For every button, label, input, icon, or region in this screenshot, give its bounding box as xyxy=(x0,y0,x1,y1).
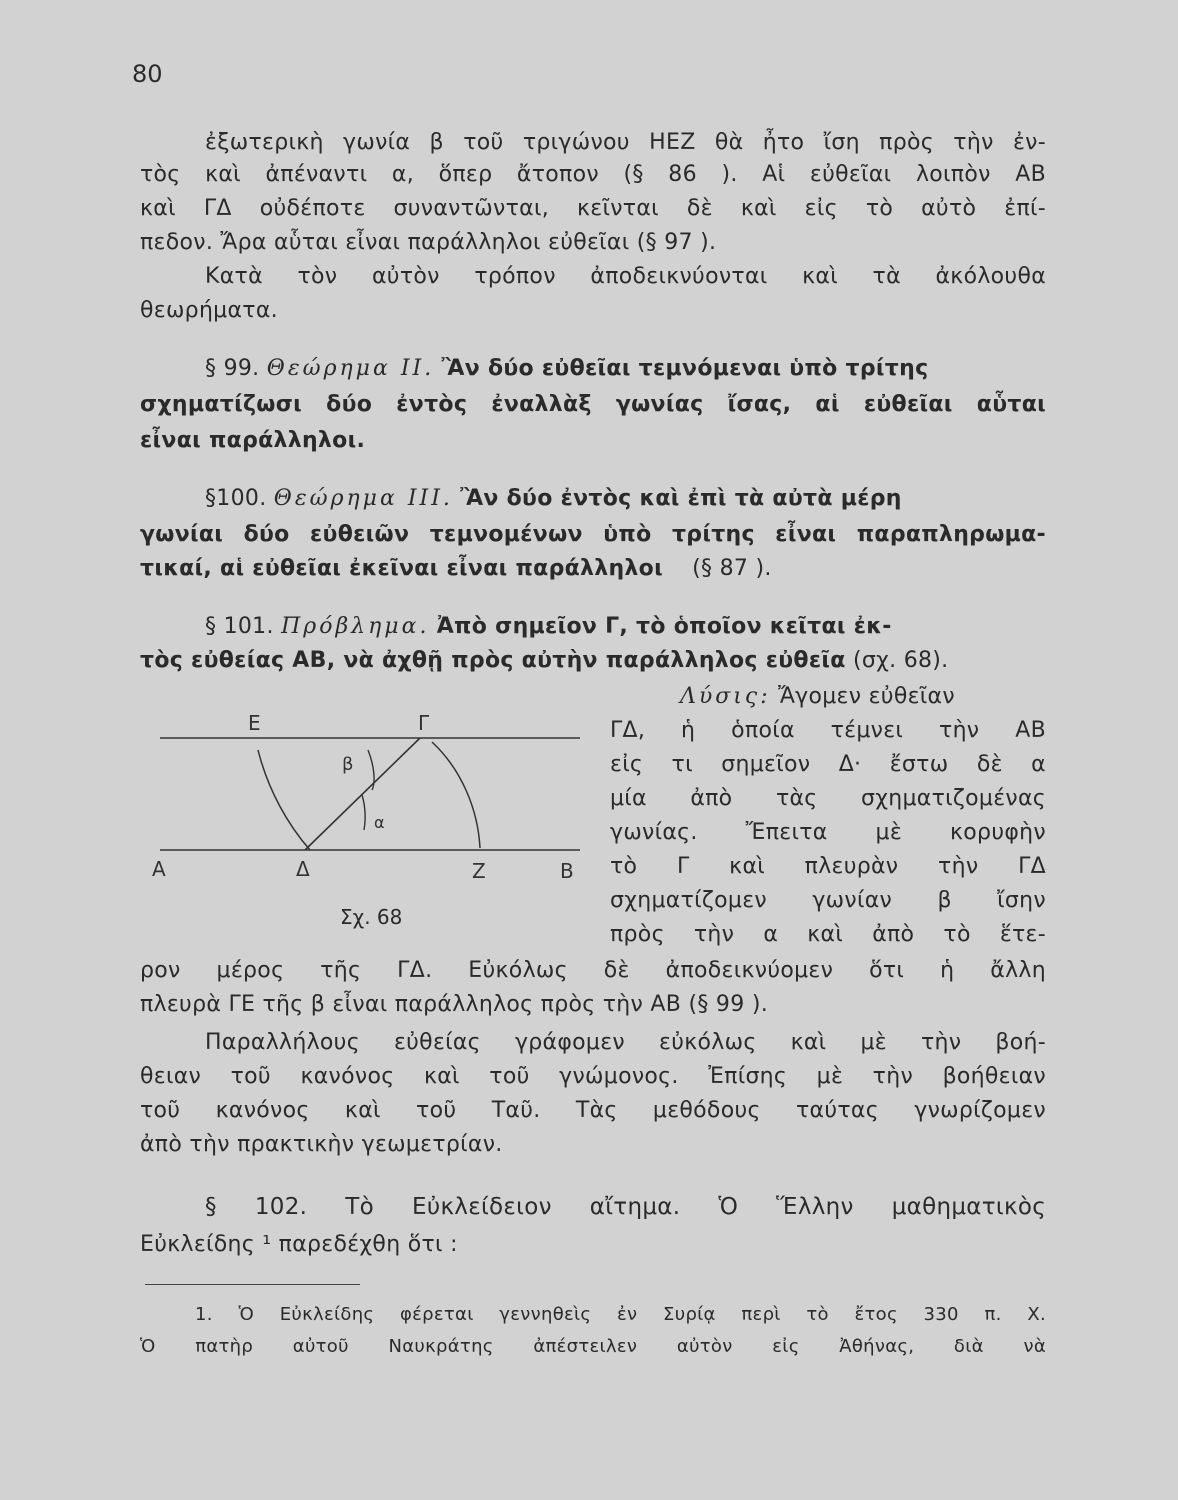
figure-reference: (σχ. 68). xyxy=(852,648,949,673)
footnote-line: Ὁ πατὴρ αὐτοῦ Ναυκράτης ἀπέστειλεν αὐτὸν εἰς Ἀθήνας, διὰ νὰ xyxy=(140,1336,1046,1357)
text-line: ἐξωτερικὴ γωνία β τοῦ τριγώνου ΗΕΖ θὰ ἦτο ἴση πρὸς τὴν ἐν- xyxy=(205,130,1046,155)
text-line: πρὸς τὴν α καὶ ἀπὸ τὸ ἕτε- xyxy=(610,922,1046,947)
theorem-100-heading xyxy=(205,482,1046,516)
theorem-label: Θεώρημα ΙΙΙ. xyxy=(273,486,453,511)
text-line: μία ἀπὸ τὰς σχηματιζομένας xyxy=(610,786,1046,811)
label-d: Δ xyxy=(296,857,310,881)
label-e: Ε xyxy=(248,711,261,735)
text-line: ρον μέρος τῆς ΓΔ. Εὐκόλως δὲ ἀποδεικνύομεν ὅτι ἡ ἄλλη xyxy=(140,958,1046,983)
text-line: Εὐκλείδης ¹ παρεδέχθη ὅτι : xyxy=(140,1232,458,1257)
section-number: §100. xyxy=(205,486,267,511)
page-number: 80 xyxy=(132,60,163,88)
text-line: Κατὰ τὸν αὐτὸν τρόπον ἀποδεικνύονται καὶ τὰ ἀκόλουθα xyxy=(205,264,1046,289)
section-number: § 99. xyxy=(205,356,260,381)
text-span: τὸς εὐθείας ΑΒ, νὰ ἀχθῇ πρὸς αὐτὴν παράλληλος εὐθεῖα xyxy=(140,648,846,673)
label-g: Γ xyxy=(418,711,430,735)
text-line: καὶ ΓΔ οὐδέποτε συναντῶνται, κεῖνται δὲ καὶ εἰς τὸ αὐτὸ ἐπί- xyxy=(140,196,1046,221)
text-line xyxy=(680,680,1046,714)
text-line: τὸ Γ καὶ πλευρὰν τὴν ΓΔ xyxy=(610,854,1046,879)
label-a: α xyxy=(374,813,385,832)
theorem-99-heading xyxy=(205,352,1046,386)
line-gd xyxy=(305,738,420,850)
text-line: εἶναι παράλληλοι. xyxy=(140,428,366,453)
angle-arc-b xyxy=(368,750,374,790)
section-reference: (§ 87 ). xyxy=(692,556,772,581)
text-line: γωνίαι δύο εὐθειῶν τεμνομένων ὑπὸ τρίτης εἶναι παραπληρωμα- xyxy=(140,522,1046,547)
text-line: σχηματίζωσι δύο ἐντὸς ἐναλλὰξ γωνίας ἴσας, αἱ εὐθεῖαι αὗται xyxy=(140,392,1046,417)
text-line: θειαν τοῦ κανόνος καὶ τοῦ γνώμονος. Ἐπίσης μὲ τὴν βοήθειαν xyxy=(140,1064,1046,1089)
text-line xyxy=(140,644,1046,678)
text-span: τικαί, αἱ εὐθεῖαι ἐκεῖναι εἶναι παράλληλοι xyxy=(140,556,663,581)
arc-construction-right xyxy=(432,742,480,848)
footnote-divider xyxy=(145,1284,360,1285)
text-line: τοῦ κανόνος καὶ τοῦ Ταῦ. Τὰς μεθόδους ταύτας γνωρίζομεν xyxy=(140,1098,1046,1123)
label-A: Α xyxy=(152,857,166,881)
theorem-text: Ἂν δύο εὐθεῖαι τεμνόμεναι ὑπὸ τρίτης xyxy=(441,356,929,381)
problem-label: Πρόβλημα. xyxy=(281,614,430,639)
text-line: θεωρήματα. xyxy=(140,298,278,323)
footnote-line: 1. Ὁ Εὐκλείδης φέρεται γεννηθεὶς ἐν Συρίᾳ περὶ τὸ ἔτος 330 π. Χ. xyxy=(195,1304,1046,1325)
text-line: τὸς καὶ ἀπέναντι α, ὅπερ ἄτοπον (§ 86 ). Αἱ εὐθεῖαι λοιπὸν ΑΒ xyxy=(140,162,1046,187)
text-line: Παραλλήλους εὐθείας γράφομεν εὐκόλως καὶ μὲ τὴν βοή- xyxy=(205,1030,1046,1055)
problem-text: Ἀπὸ σημεῖον Γ, τὸ ὁποῖον κεῖται ἐκ- xyxy=(436,614,892,639)
problem-101-heading xyxy=(205,610,1046,644)
text-line: ΓΔ, ἡ ὁποία τέμνει τὴν ΑΒ xyxy=(610,718,1046,743)
section-number: § 101. xyxy=(205,614,274,639)
text-line: πεδον. Ἄρα αὗται εἶναι παράλληλοι εὐθεῖαι (§ 97 ). xyxy=(140,230,717,255)
theorem-label: Θεώρημα ΙΙ. xyxy=(266,356,435,381)
section-102-heading: § 102. Τὸ Εὐκλείδειον αἴτημα. Ὁ Ἕλλην μαθηματικὸς xyxy=(205,1194,1046,1220)
geometry-figure xyxy=(140,690,600,940)
text-line: ἀπὸ τὴν πρακτικὴν γεωμετρίαν. xyxy=(140,1132,503,1157)
text-line: σχηματίζομεν γωνίαν β ἴσην xyxy=(610,888,1046,913)
label-z: Ζ xyxy=(472,859,486,883)
text-line: γωνίας. Ἔπειτα μὲ κορυφὴν xyxy=(610,820,1046,845)
text-line xyxy=(140,552,1046,586)
label-b: β xyxy=(342,754,354,775)
arc-construction-left xyxy=(258,750,310,850)
angle-arc-a xyxy=(362,795,365,830)
solution-label: Λύσις: xyxy=(680,684,771,709)
label-B: Β xyxy=(560,859,574,883)
text-span: Ἄγομεν εὐθεῖαν xyxy=(777,684,955,709)
figure-caption: Σχ. 68 xyxy=(340,905,403,929)
theorem-text: Ἂν δύο ἐντὸς καὶ ἐπὶ τὰ αὐτὰ μέρη xyxy=(460,486,902,511)
text-line: εἰς τι σημεῖον Δ· ἔστω δὲ α xyxy=(610,752,1046,777)
text-line: πλευρὰ ΓΕ τῆς β εἶναι παράλληλος πρὸς τὴν ΑΒ (§ 99 ). xyxy=(140,992,768,1017)
